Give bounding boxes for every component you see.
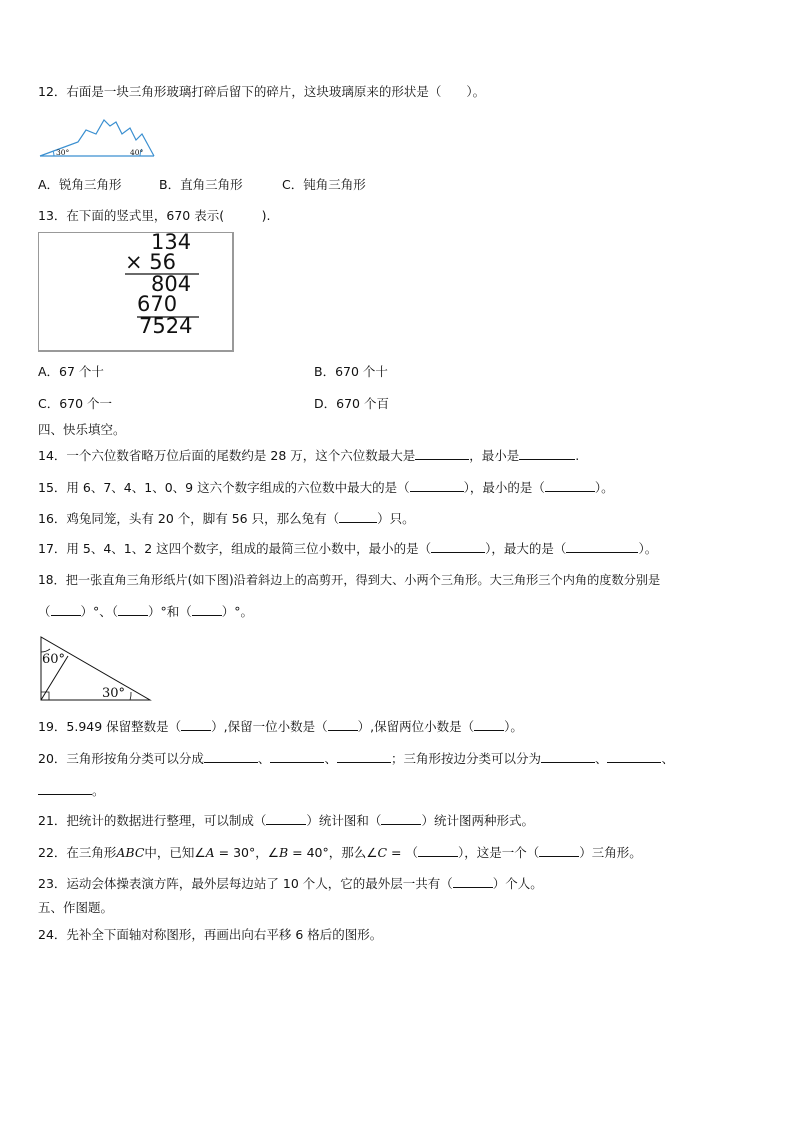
q18-blank-2[interactable]: [118, 603, 148, 616]
q22-text-a: 22．在三角形: [38, 845, 117, 860]
q22-blank-2[interactable]: [539, 844, 579, 857]
q20-blank-2[interactable]: [270, 750, 324, 763]
q22-text-c: = 30°，∠: [214, 845, 279, 860]
q23-text-b: ）个人。: [492, 876, 543, 891]
q19-blank-1[interactable]: [181, 718, 211, 731]
q22-text-f: ），这是一个（: [457, 845, 540, 860]
q14-text-c: .: [575, 448, 580, 463]
q12-option-c[interactable]: C．钝角三角形: [282, 177, 366, 192]
question-13: 13．在下面的竖式里，670 表示( ).: [38, 208, 271, 223]
q22-text-e: = （: [387, 845, 418, 860]
q23-blank[interactable]: [453, 875, 493, 888]
q17-text-a: 17．用 5、4、1、2 这四个数字，组成的最简三位小数中，最小的是（: [38, 541, 432, 556]
question-18-line-1: 18．把一张直角三角形纸片(如下图)沿着斜边上的高剪开，得到大、小两个三角形。大三角形三个内角的度数分别是: [38, 573, 661, 587]
question-20: [38, 750, 674, 767]
question-12: 12．右面是一块三角形玻璃打碎后留下的碎片，这块玻璃原来的形状是（ ）。: [38, 84, 486, 99]
vertical-multiplication-box: [38, 232, 234, 352]
calc-partial-product-1: 804: [151, 272, 192, 296]
question-19: [38, 718, 523, 735]
q19-blank-2[interactable]: [328, 718, 358, 731]
angle-label-60: 60°: [42, 652, 66, 667]
q12-option-b[interactable]: B．直角三角形: [159, 177, 243, 192]
q15-blank-max[interactable]: [410, 479, 464, 492]
q22-text-g: ）三角形。: [579, 845, 642, 860]
question-16: [38, 510, 415, 527]
q22-blank-1[interactable]: [418, 844, 458, 857]
q22-angle-b: B: [278, 845, 289, 860]
q16-text-b: ）只。: [377, 511, 415, 526]
question-24: 24．先补全下面轴对称图形，再画出向右平移 6 格后的图形。: [38, 927, 383, 942]
q13-option-c[interactable]: C．670 个一: [38, 396, 113, 411]
q19-text-a: 19．5.949 保留整数是（: [38, 719, 182, 734]
q12-option-a[interactable]: A．锐角三角形: [38, 177, 122, 192]
q20-sep-3: 、: [594, 751, 608, 766]
q20-sep-2: 、: [324, 751, 337, 766]
question-21: [38, 812, 534, 829]
section-5-heading: 五、作图题。: [38, 900, 114, 915]
calc-partial-product-2: 670: [137, 292, 178, 316]
q21-blank-2[interactable]: [381, 812, 421, 825]
q16-text-a: 16．鸡兔同笼，头有 20 个，脚有 56 只，那么兔有（: [38, 511, 340, 526]
q13-option-a[interactable]: A．67 个十: [38, 364, 104, 379]
q20-blank-4[interactable]: [541, 750, 595, 763]
right-triangle: [41, 637, 150, 700]
q22-angle-a: A: [205, 845, 215, 860]
q20-text-a: 20．三角形按角分类可以分成: [38, 751, 204, 766]
q15-text-b: ），最小的是（: [463, 480, 545, 495]
question-20-line-2: [38, 782, 105, 799]
q18-text-c: ）°和（: [148, 604, 192, 619]
glass-fragment-figure: [38, 116, 158, 161]
question-14: [38, 447, 579, 464]
q21-text-b: ）统计图和（: [306, 813, 382, 828]
q20-blank-3[interactable]: [337, 750, 391, 763]
right-triangle-figure: [38, 634, 156, 704]
q18-text-a: （: [38, 604, 51, 619]
q23-text-a: 23．运动会体操表演方阵，最外层每边站了 10 个人，它的最外层一共有（: [38, 876, 453, 891]
q20-sep-4: 、: [661, 751, 674, 766]
calc-multiplier: × 56: [125, 250, 176, 274]
q17-blank-max[interactable]: [566, 540, 638, 553]
q18-text-d: ）°。: [221, 604, 254, 619]
question-17: [38, 540, 657, 557]
q20-sep-1: 、: [257, 751, 271, 766]
q21-text-c: ）统计图两种形式。: [421, 813, 534, 828]
q20-text-b: ；三角形按边分类可以分为: [390, 751, 541, 766]
calc-result: 7524: [139, 314, 193, 338]
calc-multiplicand: 134: [151, 233, 192, 254]
q22-text-d: = 40°，那么∠: [288, 845, 378, 860]
angle-arc-left: [53, 151, 54, 156]
q19-text-b: ）,保留一位小数是（: [211, 719, 328, 734]
q16-blank[interactable]: [339, 510, 377, 523]
q17-text-b: ），最大的是（: [485, 541, 567, 556]
question-23: [38, 875, 543, 892]
q18-blank-1[interactable]: [51, 603, 81, 616]
q17-text-c: ）。: [638, 541, 658, 556]
q13-option-b[interactable]: B．670 个十: [314, 364, 388, 379]
q22-triangle-name: ABC: [116, 845, 145, 860]
section-4-heading: 四、快乐填空。: [38, 422, 126, 437]
angle-arc-right: [130, 692, 131, 700]
q15-blank-min[interactable]: [545, 479, 595, 492]
q20-blank-1[interactable]: [204, 750, 258, 763]
question-22: [38, 844, 642, 861]
question-18-line-2: [38, 603, 253, 620]
q14-blank-max[interactable]: [415, 447, 469, 460]
q18-text-b: ）°、（: [80, 604, 119, 619]
q22-angle-c: C: [377, 845, 388, 860]
q19-text-d: ）。: [504, 719, 523, 734]
q20-blank-6[interactable]: [38, 782, 92, 795]
q13-option-d[interactable]: D．670 个百: [314, 396, 389, 411]
angle-label-30: 30°: [56, 148, 70, 157]
q15-text-a: 15．用 6、7、4、1、0、9 这六个数字组成的六位数中最大的是（: [38, 480, 410, 495]
q15-text-c: ）。: [594, 480, 614, 495]
question-15: [38, 479, 614, 496]
q18-blank-3[interactable]: [192, 603, 222, 616]
q14-blank-min[interactable]: [519, 447, 575, 460]
angle-label-30: 30°: [102, 686, 126, 701]
q19-text-c: ）,保留两位小数是（: [357, 719, 475, 734]
q19-blank-3[interactable]: [474, 718, 504, 731]
q14-text-a: 14．一个六位数省略万位后面的尾数约是 28 万，这个六位数最大是: [38, 448, 416, 463]
q20-blank-5[interactable]: [607, 750, 661, 763]
angle-label-40: 40°: [130, 148, 144, 157]
q22-text-b: 中，已知∠: [144, 845, 206, 860]
q20-end: 。: [92, 783, 105, 798]
q21-blank-1[interactable]: [266, 812, 306, 825]
q14-text-b: ，最小是: [469, 448, 520, 463]
q21-text-a: 21．把统计的数据进行整理，可以制成（: [38, 813, 267, 828]
q17-blank-min[interactable]: [431, 540, 485, 553]
